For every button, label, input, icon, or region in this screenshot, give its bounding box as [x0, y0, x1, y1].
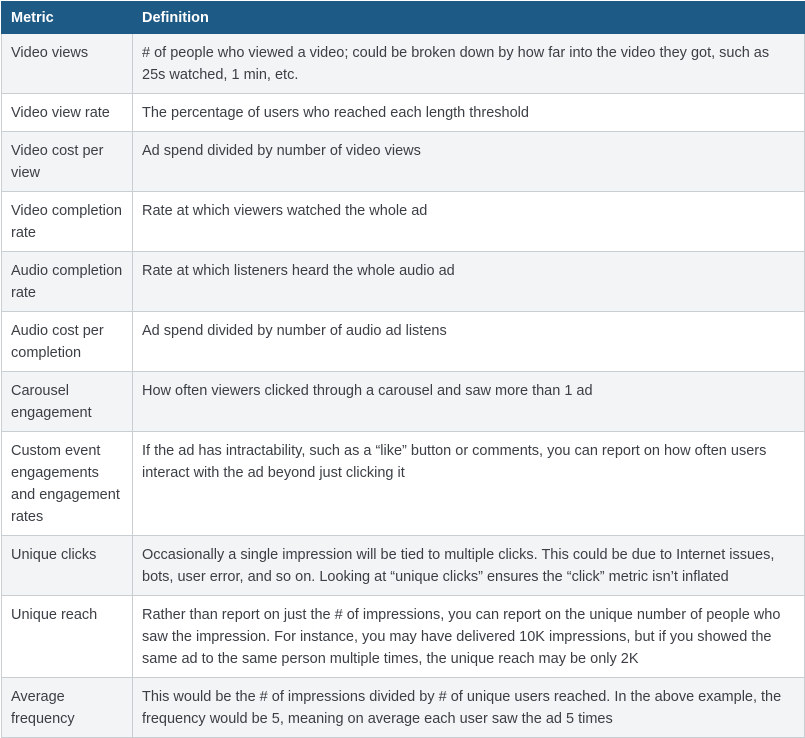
metrics-table	[1, 1, 805, 738]
metric-cell: Video cost per view	[2, 132, 133, 192]
table-row	[2, 432, 805, 536]
definition-cell: This would be the # of impressions divided by # of unique users reached. In the above example, the frequency would be 5, meaning on average each user saw the ad 5 times	[133, 678, 805, 738]
definition-cell: If the ad has intractability, such as a “like” button or comments, you can report on how often users interact with the ad beyond just clicking it	[133, 432, 805, 536]
definition-cell: Rate at which viewers watched the whole ad	[133, 192, 805, 252]
metric-cell: Custom event engagements and engagement rates	[2, 432, 133, 536]
table-row	[2, 596, 805, 678]
metric-cell: Unique clicks	[2, 536, 133, 596]
definition-cell: # of people who viewed a video; could be broken down by how far into the video they got, such as 25s watched, 1 min, etc.	[133, 34, 805, 94]
table-row	[2, 678, 805, 738]
metric-cell: Video completion rate	[2, 192, 133, 252]
metric-cell: Audio cost per completion	[2, 312, 133, 372]
definition-cell: The percentage of users who reached each length threshold	[133, 94, 805, 132]
header-definition: Definition	[133, 2, 805, 34]
metric-cell: Unique reach	[2, 596, 133, 678]
header-metric: Metric	[2, 2, 133, 34]
definition-cell: Ad spend divided by number of audio ad listens	[133, 312, 805, 372]
definition-cell: How often viewers clicked through a carousel and saw more than 1 ad	[133, 372, 805, 432]
table-row	[2, 252, 805, 312]
table-row	[2, 94, 805, 132]
metric-cell: Video view rate	[2, 94, 133, 132]
metric-cell: Video views	[2, 34, 133, 94]
definition-cell: Rather than report on just the # of impressions, you can report on the unique number of people who saw the impression. For instance, you may have delivered 10K impressions, but if you showed the same ad to the same person multiple times, the unique reach may be only 2K	[133, 596, 805, 678]
metric-cell: Audio completion rate	[2, 252, 133, 312]
definition-cell: Ad spend divided by number of video views	[133, 132, 805, 192]
metric-cell: Carousel engagement	[2, 372, 133, 432]
table-row	[2, 372, 805, 432]
metric-cell: Average frequency	[2, 678, 133, 738]
metrics-table-container	[0, 1, 805, 727]
table-header-row	[2, 2, 805, 34]
definition-cell: Rate at which listeners heard the whole audio ad	[133, 252, 805, 312]
table-row	[2, 312, 805, 372]
definition-cell: Occasionally a single impression will be tied to multiple clicks. This could be due to Internet issues, bots, user error, and so on. Looking at “unique clicks” ensures the “click” metric isn’t inflated	[133, 536, 805, 596]
table-row	[2, 34, 805, 94]
table-row	[2, 536, 805, 596]
table-row	[2, 192, 805, 252]
table-row	[2, 132, 805, 192]
